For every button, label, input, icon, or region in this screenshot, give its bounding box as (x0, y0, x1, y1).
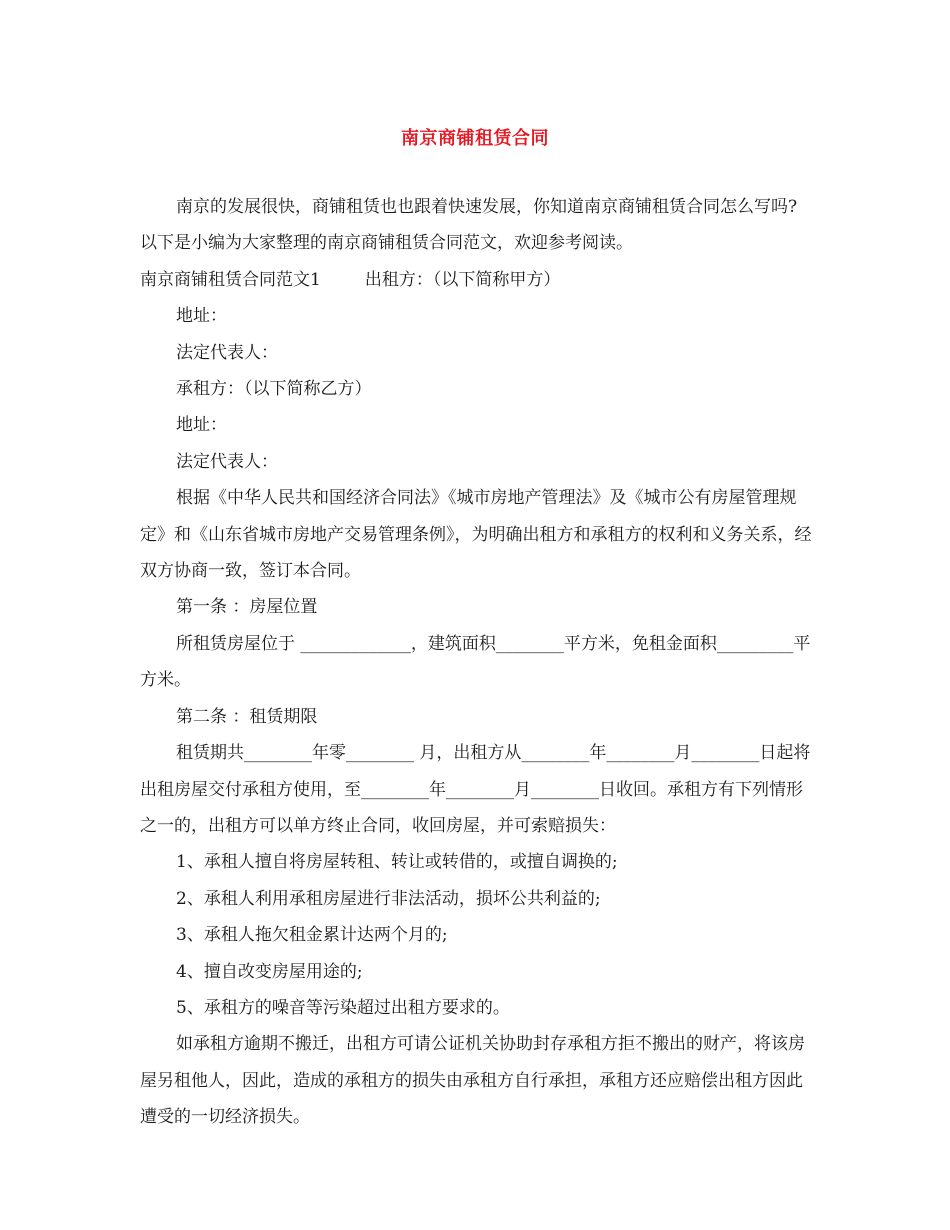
sample-heading: 南京商铺租赁合同范文1 (140, 269, 321, 290)
basis-paragraph: 根据《中华人民共和国经济合同法》《城市房地产管理法》及《城市公有房屋管理规定》和《山东省城市房地产交易管理条例》，为明确出租方和承租方的权利和义务关系，经双方协商一致，签订本合同。 (140, 488, 812, 582)
closing-paragraph: 如承租方逾期不搬迁，出租方可请公证机关协助封存承租方拒不搬出的财产，将该房屋另租他人，因此，造成的承租方的损失由承租方自行承担，承租方还应赔偿出租方因此遭受的一切经济损失。 (140, 1034, 805, 1128)
article-1-title: 第一条 ：房屋位置 (176, 597, 318, 618)
list-item: 2、承租人利用承租房屋进行非法活动，损坏公共利益的; (176, 888, 601, 909)
lessee-representative: 法定代表人： (176, 451, 278, 472)
lessee-address: 地址： (176, 415, 227, 436)
article-1-text: 所租赁房屋位于 _____________，建筑面积________平方米，免租金面积_________平方米。 (140, 633, 811, 691)
list-item: 1、承租人擅自将房屋转租、转让或转借的，或擅自调换的; (176, 852, 618, 873)
lessee-label: 承租方：（以下简称乙方） (176, 379, 372, 400)
article-2-title: 第二条 ：租赁期限 (176, 706, 318, 727)
document-body (140, 189, 814, 1136)
list-item: 5、承租方的噪音等污染超过出租方要求的。 (176, 997, 510, 1018)
sample-heading-line (140, 262, 814, 298)
lessor-representative: 法定代表人： (176, 342, 278, 363)
lessor-address: 地址： (176, 306, 227, 327)
list-item: 4、擅自改变房屋用途的; (176, 961, 363, 982)
intro-paragraph: 南京的发展很快，商铺租赁也也跟着快速发展，你知道南京商铺租赁合同怎么写吗?以下是小编为大家整理的南京商铺租赁合同范文，欢迎参考阅读。 (140, 197, 798, 254)
lessor-label: 出租方：（以下简称甲方） (364, 269, 561, 290)
article-2-text: 租赁期共________年零________ 月，出租方从________年________月________日起将出租房屋交付承租方使用，至________年________月________日收回。承租方有下列情形之一的，出租方可以单方终止合同，收回房屋，并可索赔损失： (140, 743, 811, 836)
document-title: 南京商铺租赁合同 (401, 128, 549, 149)
list-item: 3、承租人拖欠租金累计达两个月的; (176, 925, 448, 946)
